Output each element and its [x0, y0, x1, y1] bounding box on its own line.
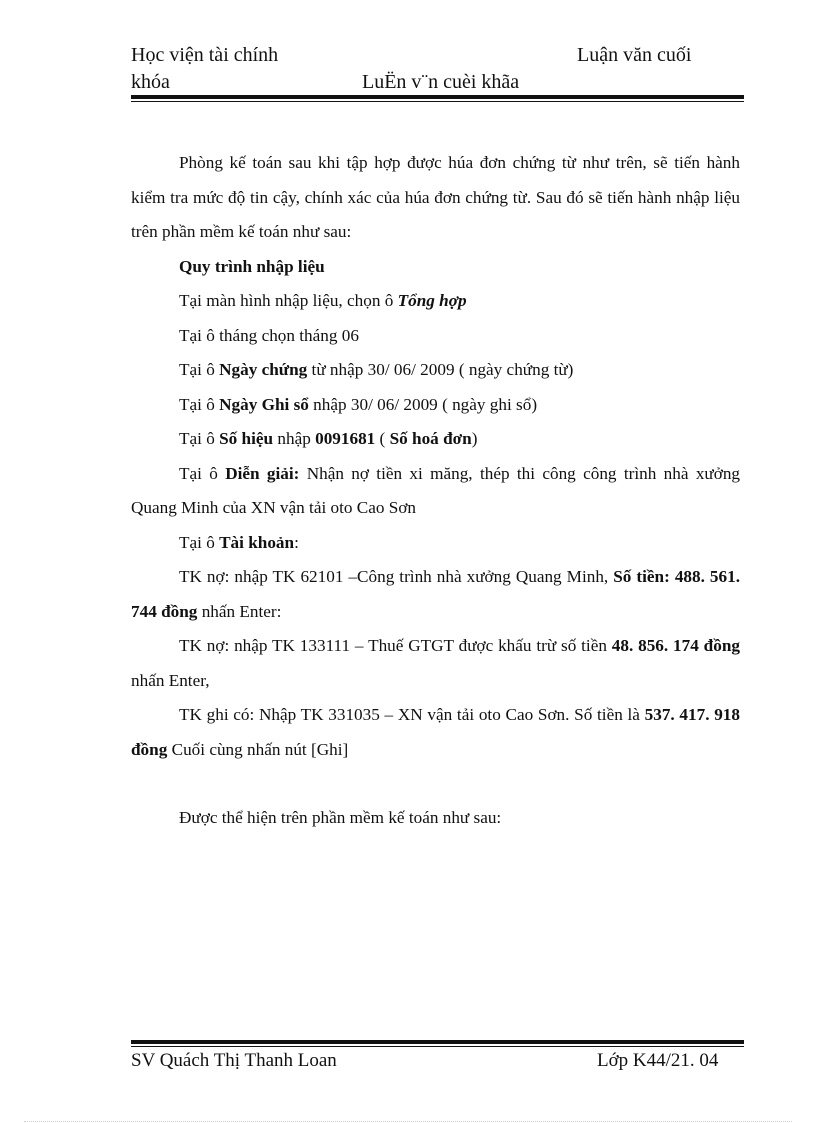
header-institution: Học viện tài chính	[131, 44, 279, 66]
step-posting-date: Tại ô Ngày Ghi sổ nhập 30/ 06/ 2009 ( ngày ghi sổ)	[179, 394, 538, 414]
credit-entry: TK ghi có: Nhập TK 331035 – XN vận tải oto Cao Sơn. Số tiền là 537. 417. 918 đồng Cuối cùng nhấn nút [Ghi]	[131, 705, 740, 759]
step-select-summary: Tại màn hình nhập liệu, chọn ô Tổng hợp	[179, 291, 467, 310]
debit-entry-2: TK nợ: nhập TK 133111 – Thuế GTGT được khấu trừ số tiền 48. 856. 174 đồng nhấn Enter,	[131, 636, 740, 690]
footer-class: Lớp K44/21. 04	[597, 1050, 719, 1071]
closing-sentence: Được thể hiện trên phần mềm kế toán như sau:	[179, 808, 502, 827]
footer-rule-thin	[131, 1046, 744, 1047]
debit-entry-1: TK nợ: nhập TK 62101 –Công trình nhà xưởng Quang Minh, Số tiền: 488. 561. 744 đồng nhấn Enter:	[131, 567, 741, 621]
spacer	[131, 767, 740, 801]
header-continuation: khóa	[131, 71, 170, 93]
page-edge-divider	[24, 1121, 792, 1122]
step-invoice-number: Tại ô Số hiệu nhập 0091681 ( Số hoá đơn)	[179, 429, 478, 448]
step-account: Tại ô Tài khoản:	[179, 532, 299, 552]
document-body	[131, 146, 740, 836]
header-thesis-title: Luận văn cuối	[577, 44, 692, 66]
header-rule-thin	[131, 101, 744, 102]
footer-rule-thick	[131, 1040, 744, 1044]
section-heading: Quy trình nhập liệu	[179, 256, 325, 276]
header-rule-thick	[131, 95, 744, 99]
footer-student-name: SV Quách Thị Thanh Loan	[131, 1050, 337, 1071]
step-description: Tại ô Diễn giải: Nhận nợ tiền xi măng, thép thi công công trình nhà xưởng Quang Minh của XN vận tải oto Cao Sơn	[131, 463, 741, 517]
header-garbled-title: LuËn v¨n cuèi khãa	[362, 71, 520, 93]
step-month: Tại ô tháng chọn tháng 06	[179, 325, 359, 345]
step-document-date: Tại ô Ngày chứng từ nhập 30/ 06/ 2009 ( ngày chứng từ)	[179, 360, 574, 379]
intro-paragraph: Phòng kế toán sau khi tập hợp được húa đơn chứng từ như trên, sẽ tiến hành kiểm tra mức độ tin cậy, chính xác của húa đơn chứng từ. Sau đó sẽ tiến hành nhập liệu trên phần mềm kế toán như sau:	[131, 153, 740, 241]
